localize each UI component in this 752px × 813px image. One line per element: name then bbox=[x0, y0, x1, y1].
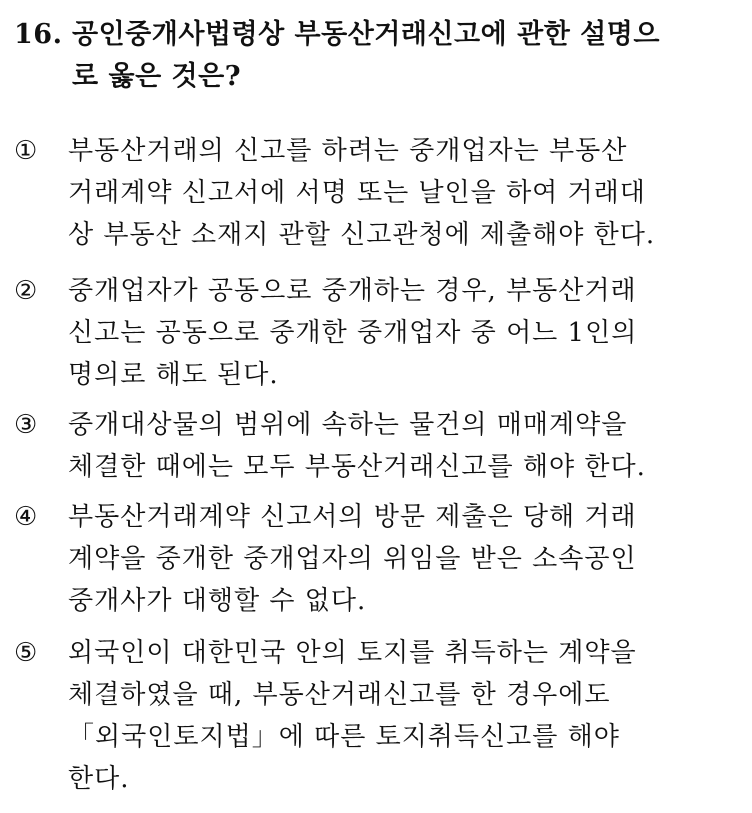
choice-4[interactable] bbox=[14, 496, 742, 622]
choice-1-line-1: 부동산거래의 신고를 하려는 중개업자는 부동산 bbox=[68, 136, 628, 166]
question-stem-line-1: 공인중개사법령상 부동산거래신고에 관한 설명으 bbox=[72, 19, 660, 50]
choice-4-line-2: 계약을 중개한 중개업자의 위임을 받은 소속공인 bbox=[68, 544, 637, 574]
choice-2[interactable] bbox=[14, 270, 742, 396]
question bbox=[14, 14, 742, 98]
choice-3-line-2: 체결한 때에는 모두 부동산거래신고를 해야 한다. bbox=[68, 452, 646, 482]
choice-1[interactable] bbox=[14, 130, 742, 256]
choice-3-line-1: 중개대상물의 범위에 속하는 물건의 매매계약을 bbox=[68, 410, 628, 440]
choice-2-line-3: 명의로 해도 된다. bbox=[68, 360, 279, 390]
question-line-1 bbox=[14, 14, 742, 56]
choice-1-text bbox=[68, 130, 742, 256]
choice-1-marker: ① bbox=[14, 136, 38, 166]
choice-3[interactable] bbox=[14, 404, 742, 488]
choice-1-line-3: 상 부동산 소재지 관할 신고관청에 제출해야 한다. bbox=[68, 220, 656, 250]
choice-4-marker: ④ bbox=[14, 502, 38, 532]
choice-5-line-2: 체결하였을 때, 부동산거래신고를 한 경우에도 bbox=[68, 680, 611, 710]
question-stem-line-2: 로 옳은 것은? bbox=[72, 61, 242, 92]
choice-4-line-1: 부동산거래계약 신고서의 방문 제출은 당해 거래 bbox=[68, 502, 637, 532]
choice-5-line-4: 한다. bbox=[68, 764, 130, 794]
choice-1-line-2: 거래계약 신고서에 서명 또는 날인을 하여 거래대 bbox=[68, 178, 646, 208]
choice-2-marker: ② bbox=[14, 276, 38, 306]
choice-3-text bbox=[68, 404, 742, 488]
choice-5-text bbox=[68, 632, 742, 800]
choice-5-marker: ⑤ bbox=[14, 638, 38, 668]
choice-4-line-3: 중개사가 대행할 수 없다. bbox=[68, 586, 367, 616]
choice-3-marker: ③ bbox=[14, 410, 38, 440]
choice-2-line-2: 신고는 공동으로 중개한 중개업자 중 어느 1인의 bbox=[68, 318, 638, 348]
question-number: 16. bbox=[14, 19, 63, 50]
choice-2-line-1: 중개업자가 공동으로 중개하는 경우, 부동산거래 bbox=[68, 276, 637, 306]
choice-5[interactable] bbox=[14, 632, 742, 800]
choice-2-text bbox=[68, 270, 742, 396]
choice-5-line-1: 외국인이 대한민국 안의 토지를 취득하는 계약을 bbox=[68, 638, 637, 668]
choice-5-line-3: 「외국인토지법」에 따른 토지취득신고를 해야 bbox=[68, 722, 620, 752]
choice-4-text bbox=[68, 496, 742, 622]
